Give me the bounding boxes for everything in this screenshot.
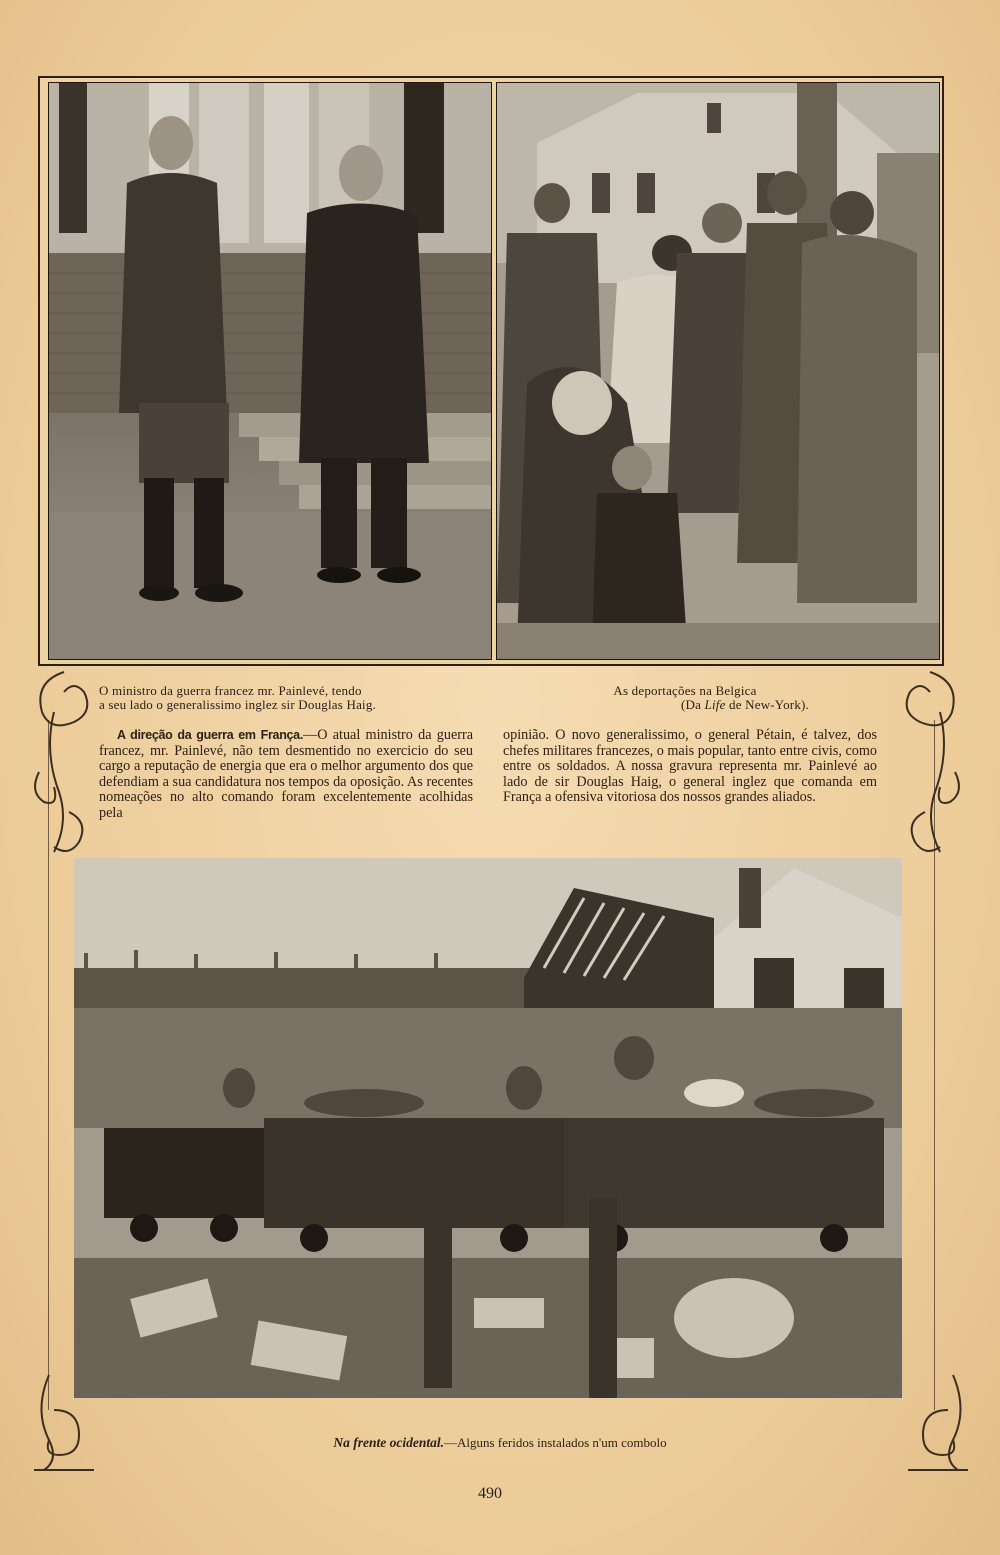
ornament-top-right-icon	[890, 662, 970, 872]
credit-italic: Life	[704, 697, 726, 712]
caption-right-line1: As deportações na Belgica	[613, 683, 757, 698]
caption-right-credit	[500, 698, 870, 712]
article-column-left	[99, 728, 473, 822]
photo-painleve-haig	[48, 82, 492, 660]
caption-painleve-haig	[99, 684, 479, 712]
top-photo-frame	[38, 76, 944, 666]
illustration-deportations	[496, 82, 940, 660]
credit-open: (Da	[680, 697, 705, 712]
article-right-text: opinião. O novo generalissimo, o general Pétain, é talvez, dos chefes militares francezes, o mais popular, tanto entre civis, como entre os soldados. A nossa gravura representa mr. Painlevé ao lado de sir Douglas Haig, o general inglez que comanda em França a ofensiva vitoriosa dos nossos grandes aliados.	[503, 727, 877, 806]
bottom-caption-title: Na frente ocidental.	[333, 1435, 444, 1450]
article-heading: A direção da guerra em França.	[117, 728, 304, 742]
caption-left-line1: O ministro da guerra francez mr. Painlevé, tendo	[99, 683, 362, 698]
article-left-text: —O atual ministro da guerra francez, mr. Painlevé, não tem desmentido no exercicio do seu cargo a reputação de energia que era o melhor argumento dos que defendiam a sua candidatura nos tempos da oposição. As recentes nomeações no alto comando foram excelentemente acolhidas pela	[99, 727, 473, 821]
bottom-caption-text: —Alguns feridos instalados n'um combolo	[444, 1435, 667, 1450]
article-column-right	[503, 728, 877, 806]
caption-left-line2: a seu lado o generalissimo inglez sir Douglas Haig.	[99, 697, 376, 712]
photo-train-wounded	[74, 858, 902, 1398]
page-number: 490	[478, 1485, 502, 1502]
ornament-bottom-right-icon	[898, 1370, 978, 1480]
bottom-caption	[0, 1435, 1000, 1451]
ornament-top-left-icon	[24, 662, 104, 872]
caption-deportations	[500, 684, 870, 712]
credit-close: de New-York).	[725, 697, 810, 712]
